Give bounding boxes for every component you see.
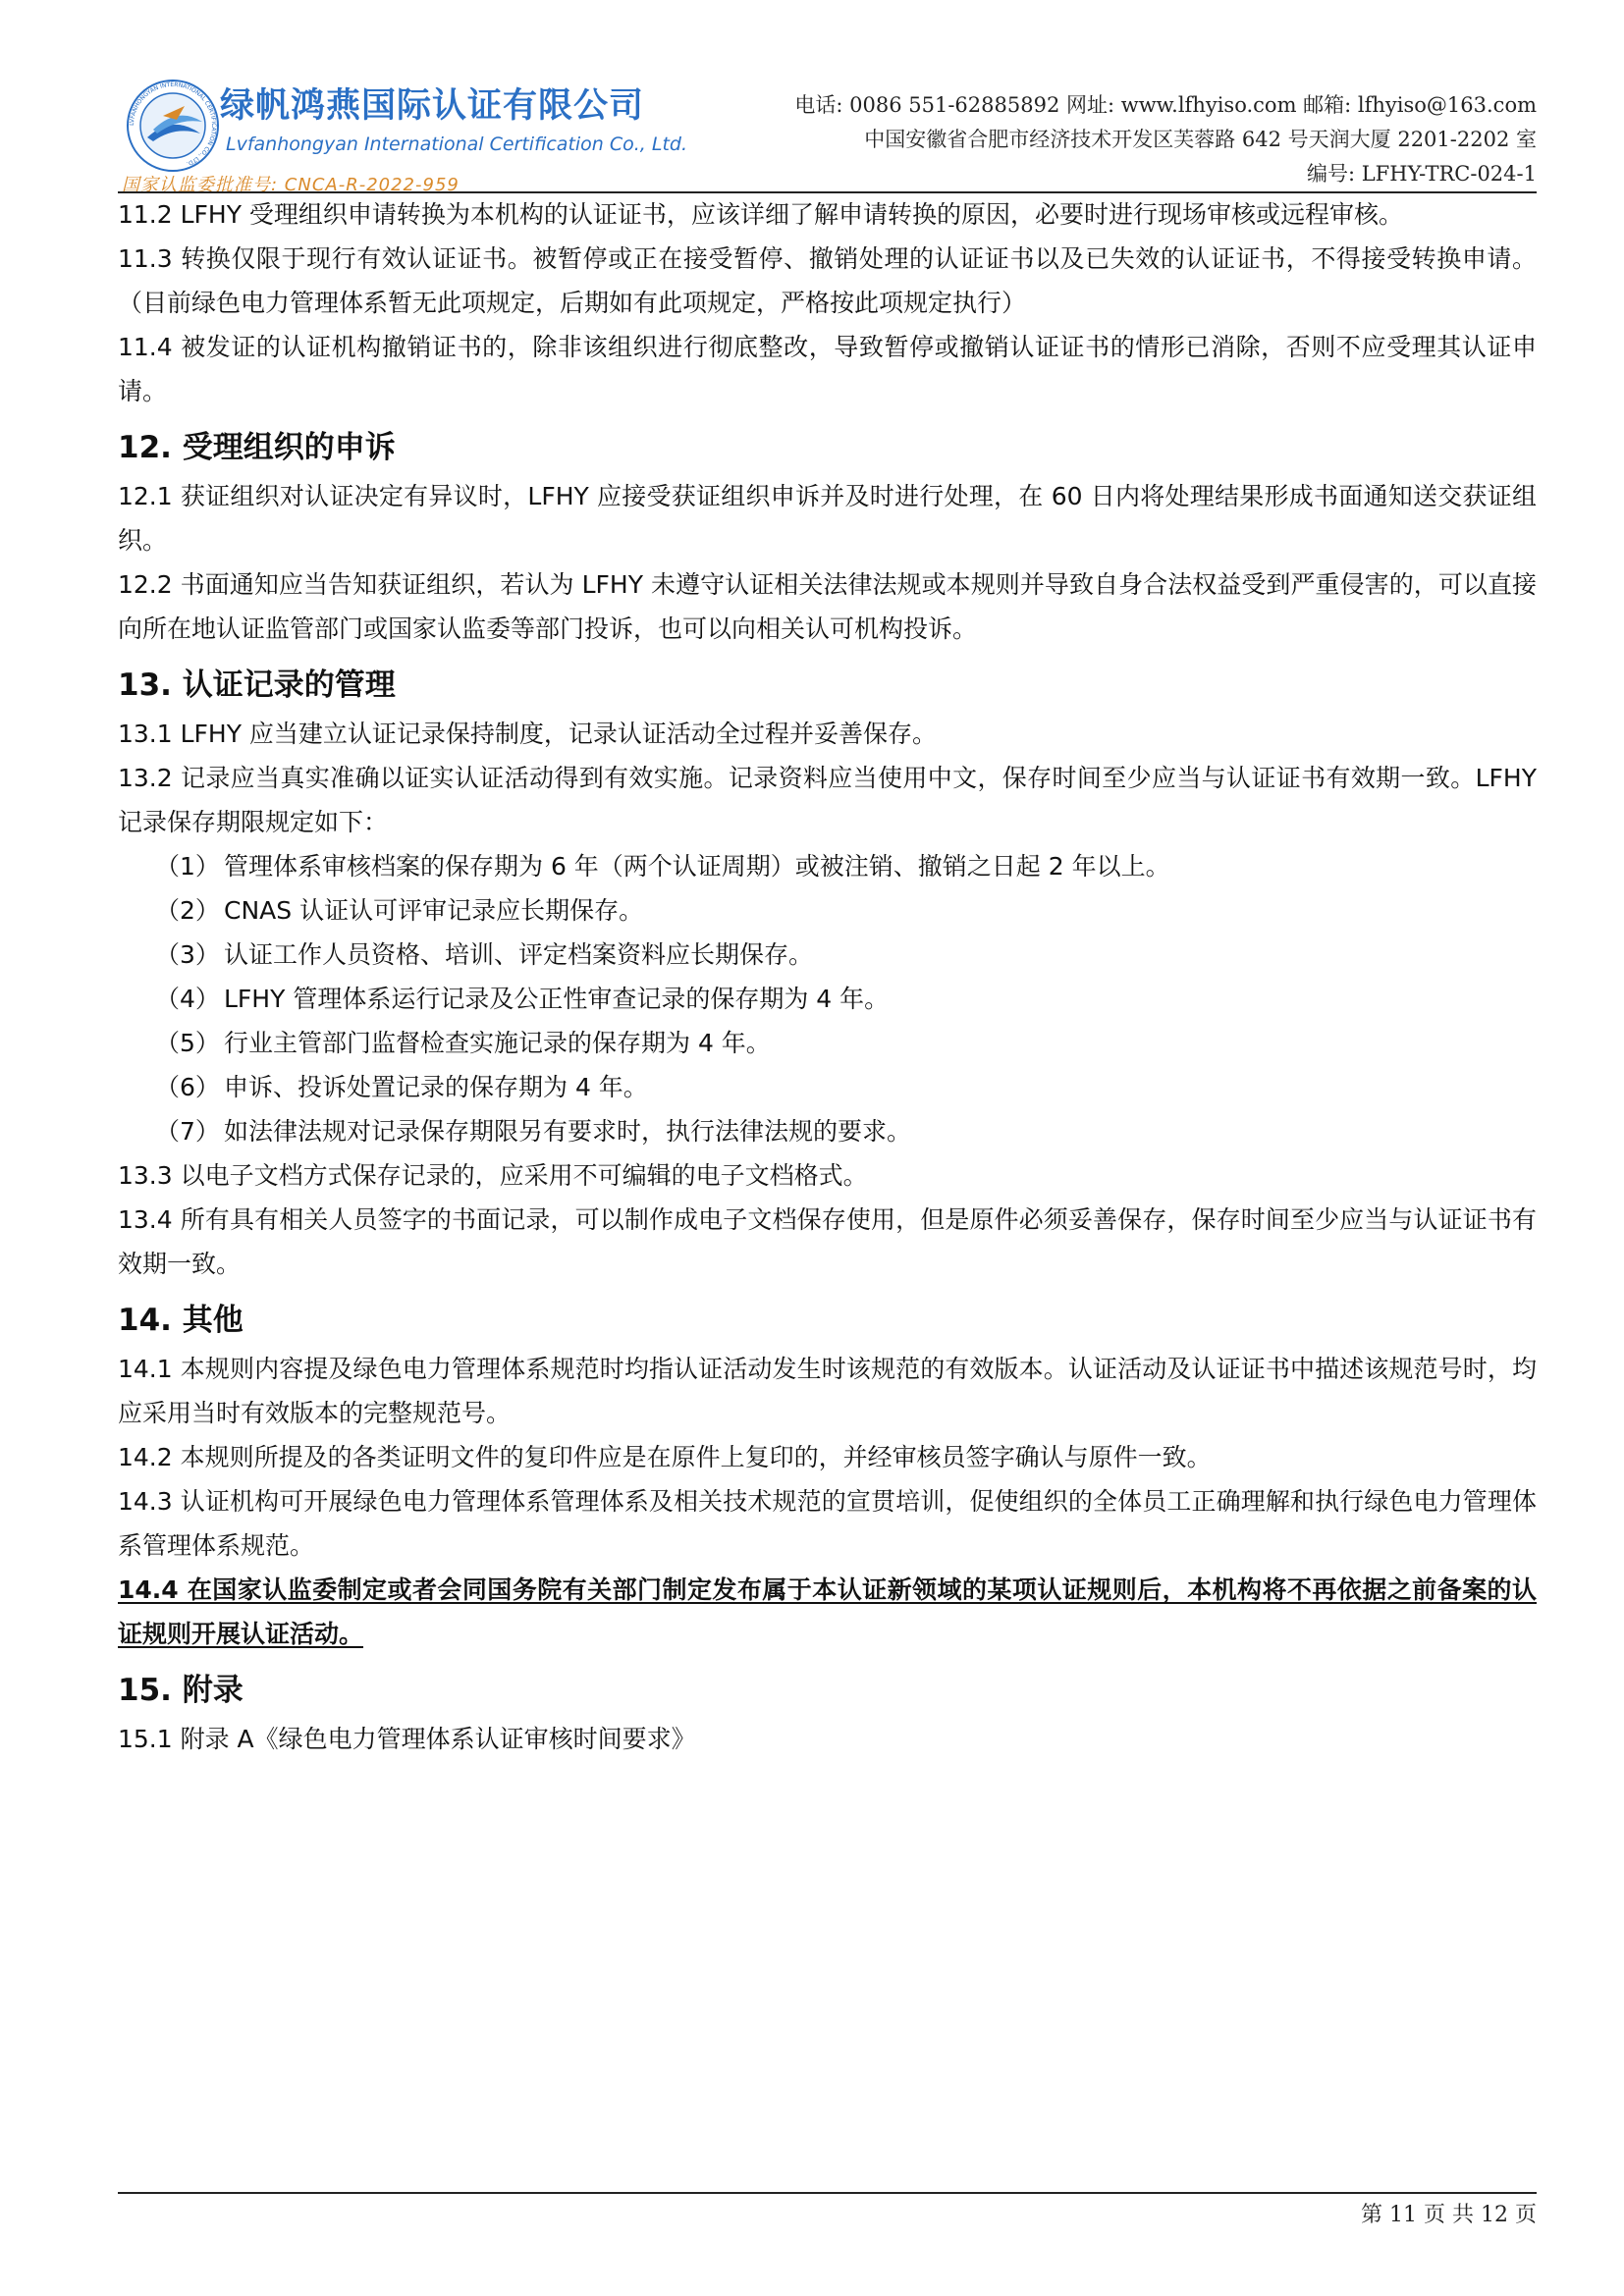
list-item — [118, 888, 1537, 933]
clause-12-2: 12.2 书面通知应当告知获证组织，若认为 LFHY 未遵守认证相关法律法规或本规则并导致自身合法权益受到严重侵害的，可以直接向所在地认证监管部门或国家认监委等部门投诉，也可以向相关认可机构投诉。 — [118, 570, 1537, 643]
list-item-number: （7） — [155, 1117, 220, 1146]
section-13-title: 13. 认证记录的管理 — [118, 667, 396, 703]
document-number: 编号: LFHY-TRC-024-1 — [1306, 162, 1537, 186]
page-number: 第 11 页 共 12 页 — [1361, 2203, 1537, 2227]
company-name-en: Lvfanhongyan International Certification Co., Ltd. — [226, 133, 688, 155]
document-body — [118, 192, 1537, 1761]
list-item-text: 如法律法规对记录保存期限另有要求时，执行法律法规的要求。 — [224, 1117, 912, 1146]
list-item-text: LFHY 管理体系运行记录及公正性审查记录的保存期为 4 年。 — [224, 985, 890, 1013]
clause-15-1: 15.1 附录 A《绿色电力管理体系认证审核时间要求》 — [118, 1725, 696, 1753]
contact-block — [794, 88, 1537, 191]
section-15-title: 15. 附录 — [118, 1673, 244, 1708]
clause-11-4: 11.4 被发证的认证机构撤销证书的，除非该组织进行彻底整改，导致暂停或撤销认证证书的情形已消除，否则不应受理其认证申请。 — [118, 333, 1537, 405]
list-item-text: 行业主管部门监督检查实施记录的保存期为 4 年。 — [224, 1029, 771, 1057]
list-item-number: （1） — [155, 852, 220, 881]
list-item — [118, 844, 1537, 888]
list-item-number: （3） — [155, 940, 220, 969]
list-item — [118, 977, 1537, 1021]
list-item-text: 认证工作人员资格、培训、评定档案资料应长期保存。 — [224, 940, 814, 969]
list-item-number: （6） — [155, 1073, 220, 1101]
company-emblem-icon — [124, 77, 222, 175]
clause-13-1: 13.1 LFHY 应当建立认证记录保持制度，记录认证活动全过程并妥善保存。 — [118, 720, 937, 748]
emblem-ring-text: LVFANHONGYAN INTERNATIONAL CERTIFICATION CO., LTD. — [128, 80, 218, 168]
list-item-text: 申诉、投诉处置记录的保存期为 4 年。 — [224, 1073, 648, 1101]
clause-14-2: 14.2 本规则所提及的各类证明文件的复印件应是在原件上复印的，并经审核员签字确认与原件一致。 — [118, 1443, 1212, 1471]
clause-13-2: 13.2 记录应当真实准确以证实认证活动得到有效实施。记录资料应当使用中文，保存时间至少应当与认证证书有效期一致。LFHY 记录保存期限规定如下： — [118, 764, 1537, 836]
clause-14-3: 14.3 认证机构可开展绿色电力管理体系管理体系及相关技术规范的宣贯培训，促使组织的全体员工正确理解和执行绿色电力管理体系管理体系规范。 — [118, 1487, 1537, 1560]
list-item-text: CNAS 认证认可评审记录应长期保存。 — [224, 896, 644, 925]
list-item — [118, 933, 1537, 977]
list-item-number: （2） — [155, 896, 220, 925]
clause-14-4: 14.4 在国家认监委制定或者会同国务院有关部门制定发布属于本认证新领域的某项认证规则后，本机构将不再依据之前备案的认证规则开展认证活动。 — [118, 1575, 1537, 1648]
list-item-text: 管理体系审核档案的保存期为 6 年（两个认证周期）或被注销、撤销之日起 2 年以上。 — [224, 852, 1170, 881]
section-14-title: 14. 其他 — [118, 1303, 244, 1338]
clause-12-1: 12.1 获证组织对认证决定有异议时，LFHY 应接受获证组织申诉并及时进行处理，在 60 日内将处理结果形成书面通知送交获证组织。 — [118, 482, 1537, 555]
list-item-number: （5） — [155, 1029, 220, 1057]
clause-14-1: 14.1 本规则内容提及绿色电力管理体系规范时均指认证活动发生时该规范的有效版本。认证活动及认证证书中描述该规范号时，均应采用当时有效版本的完整规范号。 — [118, 1355, 1537, 1427]
approval-number: 国家认监委批准号: CNCA-R-2022-959 — [122, 175, 460, 195]
clause-11-3: 11.3 转换仅限于现行有效认证证书。被暂停或正在接受暂停、撤销处理的认证证书以及已失效的认证证书，不得接受转换申请。（目前绿色电力管理体系暂无此项规定，后期如有此项规定，严格按此项规定执行） — [118, 244, 1537, 317]
clause-13-3: 13.3 以电子文档方式保存记录的，应采用不可编辑的电子文档格式。 — [118, 1161, 868, 1190]
clause-11-2: 11.2 LFHY 受理组织申请转换为本机构的认证证书，应该详细了解申请转换的原因，必要时进行现场审核或远程审核。 — [118, 200, 1403, 229]
address-line: 中国安徽省合肥市经济技术开发区芙蓉路 642 号天润大厦 2201-2202 室 — [864, 128, 1537, 151]
list-item — [118, 1109, 1537, 1153]
company-logo — [118, 73, 727, 195]
company-name-cn: 绿帆鸿燕国际认证有限公司 — [220, 86, 645, 126]
list-item — [118, 1021, 1537, 1065]
list-item-number: （4） — [155, 985, 220, 1013]
section-12-title: 12. 受理组织的申诉 — [118, 430, 396, 465]
footer-divider — [118, 2192, 1537, 2194]
list-item — [118, 1065, 1537, 1109]
page-header — [118, 73, 1537, 195]
contact-line: 电话: 0086 551-62885892 网址: www.lfhyiso.com 邮箱: lfhyiso@163.com — [794, 93, 1537, 117]
clause-13-4: 13.4 所有具有相关人员签字的书面记录，可以制作成电子文档保存使用，但是原件必须妥善保存，保存时间至少应当与认证证书有效期一致。 — [118, 1205, 1537, 1278]
